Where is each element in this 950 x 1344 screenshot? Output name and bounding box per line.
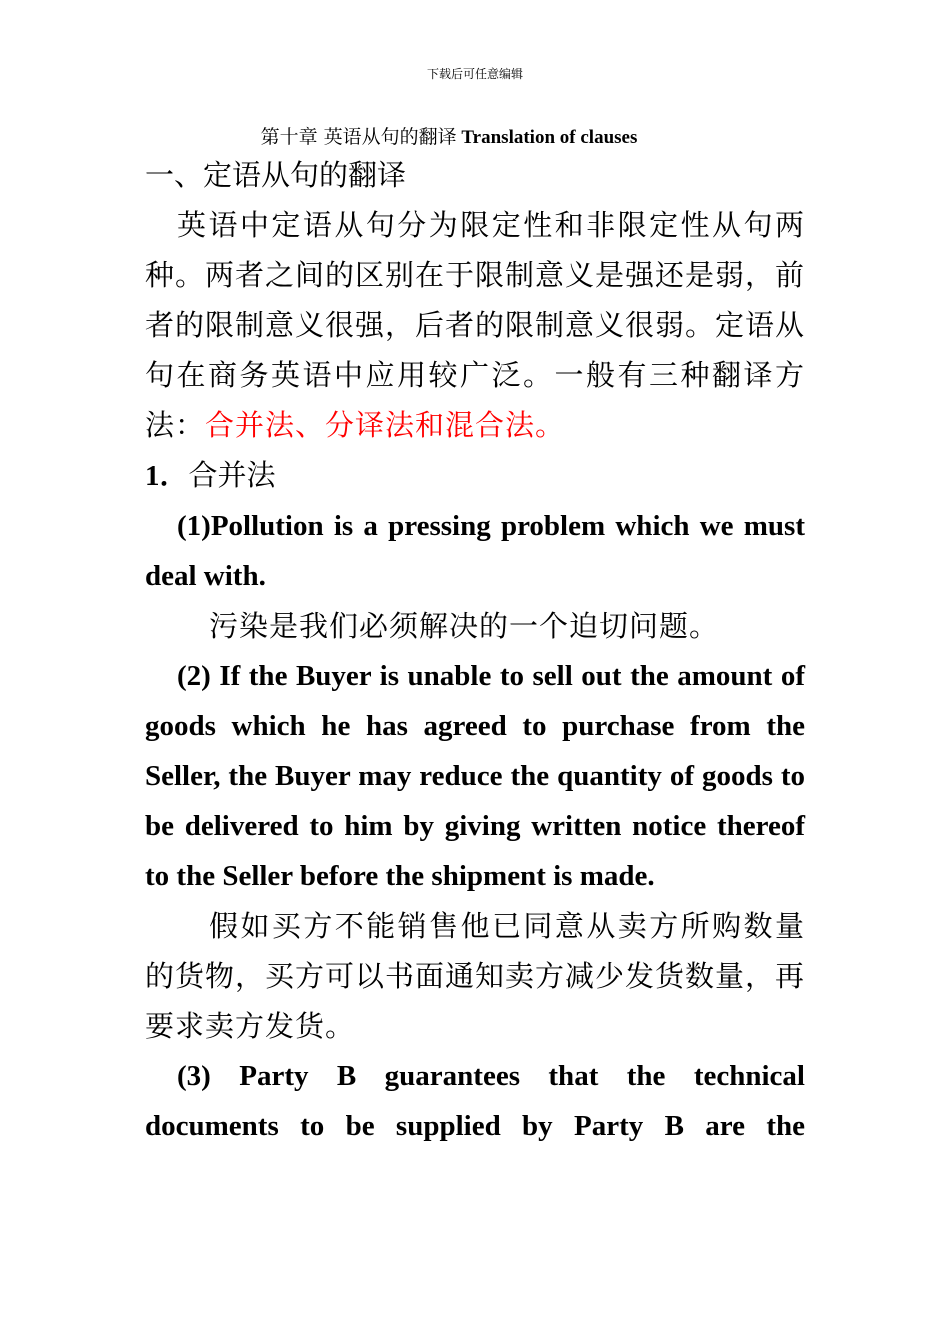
- document-body: [145, 150, 805, 1151]
- intro-text: 英语中定语从句分为限定性和非限定性从句两种。两者之间的区别在于限制意义是强还是弱，前者的限制意义很强，后者的限制意义很弱。定语从句在商务英语中应用较广泛。一般有三种翻译方法：: [145, 208, 806, 442]
- section-heading: 一、定语从句的翻译: [145, 158, 407, 192]
- chapter-title: [0, 124, 898, 151]
- intro-highlight: 合并法、分译法和混合法。: [205, 408, 566, 442]
- example-2-en: (2) If the Buyer is unable to sell out the amount of goods which he has agreed to purchase from the Seller, the Buyer may reduce the quantity of goods to be delivered to him by giving written notice thereof to the Seller before the shipment is made.: [145, 660, 805, 892]
- example-3-en: (3) Party B guarantees that the technical documents to be supplied by Party B are the: [145, 1060, 805, 1142]
- header-note: 下载后可任意编辑: [426, 67, 523, 81]
- chapter-title-cn: 第十章 英语从句的翻译: [260, 126, 457, 148]
- example-1-cn: 污染是我们必须解决的一个迫切问题。: [209, 609, 720, 643]
- example-1-en: (1)Pollution is a pressing problem which we must deal with.: [145, 510, 805, 592]
- chapter-title-en: Translation of clauses: [461, 127, 638, 148]
- subsection-title: 合并法: [188, 458, 276, 492]
- intro-paragraph: [145, 200, 805, 450]
- subsection-heading: [145, 450, 805, 501]
- subsection-number: 1．: [145, 460, 189, 492]
- example-2-cn: 假如买方不能销售他已同意从卖方所购数量的货物，买方可以书面通知卖方减少发货数量，再要求卖方发货。: [145, 909, 806, 1043]
